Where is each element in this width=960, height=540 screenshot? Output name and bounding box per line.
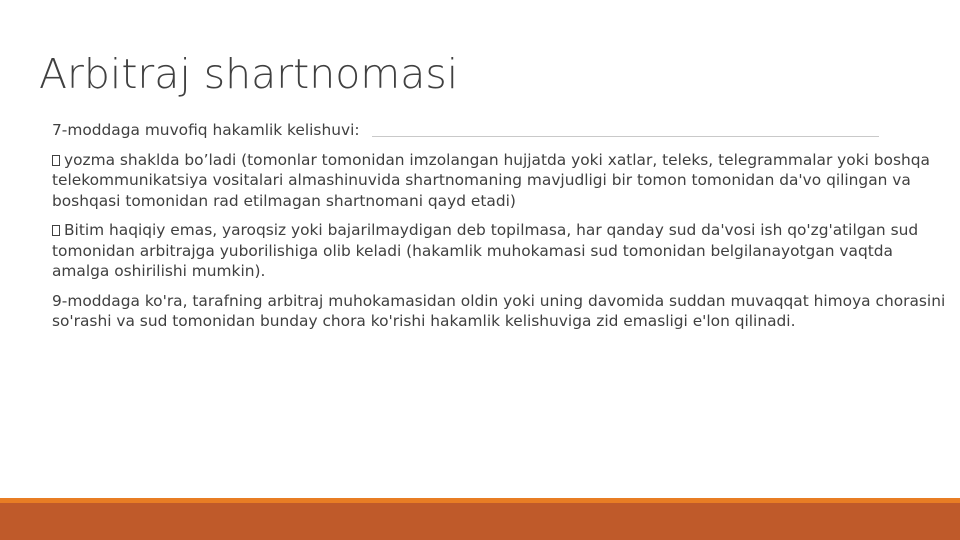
body-paragraph-intro bbox=[52, 120, 952, 141]
slide-body bbox=[52, 120, 952, 341]
paragraph-text: yozma shaklda bo’ladi (tomonlar tomonidan imzolangan hujjatda yoki xatlar, teleks, telegrammalar yoki boshqa telekommunikatsiya vositalari almashinuvida shartnomaning mavjudligi bir tomon tomonidan da'vo qilingan va boshqasi tomonidan rad etilmagan shartnomani qayd etadi) bbox=[52, 150, 930, 210]
slide-title: Arbitraj shartnomasi bbox=[39, 50, 459, 98]
body-paragraph-interim-measures bbox=[52, 291, 952, 332]
paragraph-text: Bitim haqiqiy emas, yaroqsiz yoki bajarilmaydigan deb topilmasa, har qanday sud da'vosi ish qo'zg'atilgan sud tomonidan arbitrajga yuborilishiga olib keladi (hakamlik muhokamasi sud tomonidan belgilanayotgan vaqtda amalga oshirilishi mumkin). bbox=[52, 221, 919, 280]
missing-glyph-box-icon bbox=[52, 155, 60, 166]
paragraph-text: 9-moddaga ko'ra, tarafning arbitraj muhokamasidan oldin yoki uning davomida suddan muvaqqat himoya chorasini so'rashi va sud tomonidan bunday chora ko'rishi hakamlik kelishuviga zid emasligi e'lon qilinadi. bbox=[52, 291, 946, 330]
missing-glyph-box-icon bbox=[52, 225, 60, 236]
paragraph-text: 7-moddaga muvofiq hakamlik kelishuvi: bbox=[52, 121, 360, 139]
body-paragraph-court-referral bbox=[52, 220, 952, 282]
body-paragraph-written-form bbox=[52, 150, 952, 212]
footer-accent-bar-rust bbox=[0, 503, 960, 540]
